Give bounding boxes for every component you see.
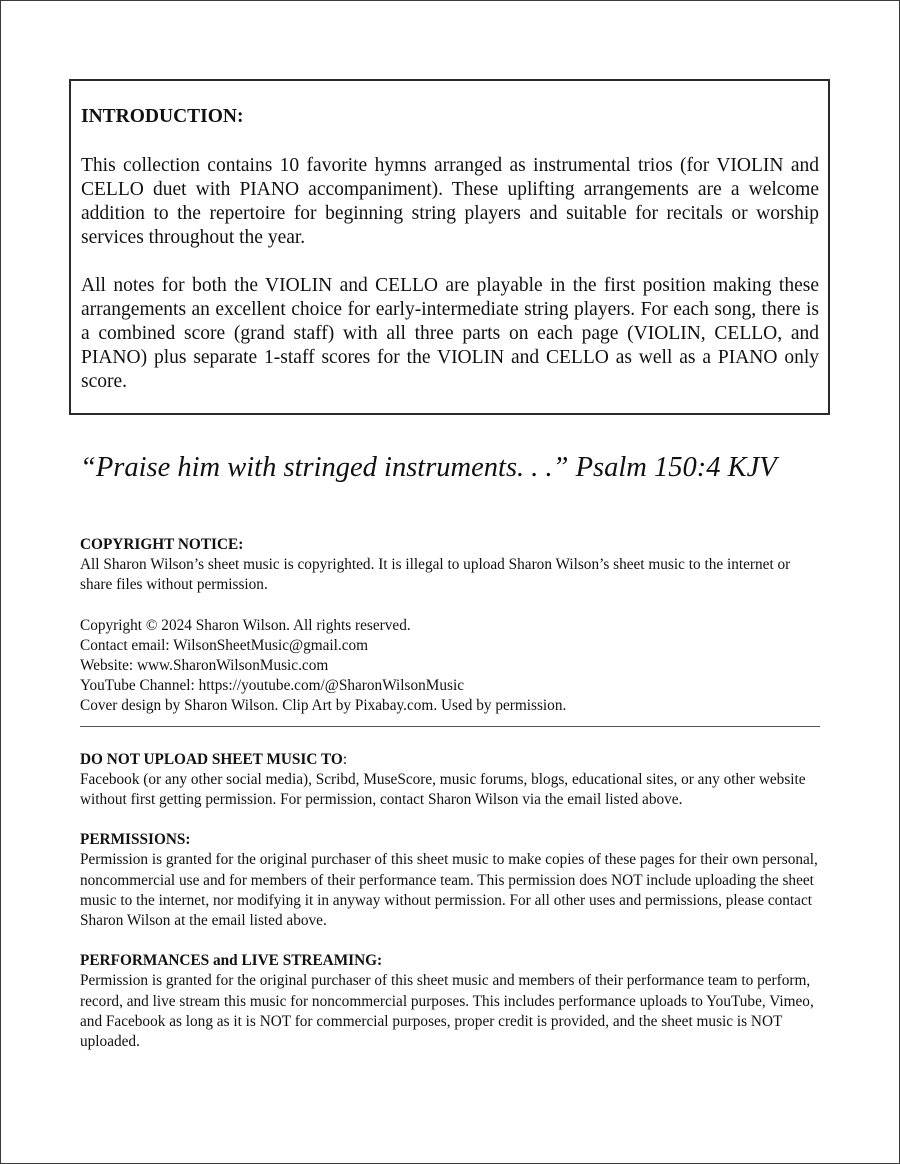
notices-section — [80, 535, 822, 1072]
contact-email: Contact email: WilsonSheetMusic@gmail.com — [80, 636, 369, 654]
copyright-notice-heading: COPYRIGHT NOTICE: — [80, 536, 244, 553]
website-line: Website: www.SharonWilsonMusic.com — [80, 657, 329, 675]
introduction-paragraph-2: All notes for both the VIOLIN and CELLO are playable in the first position making these arrangements an excellent choice for early-intermediate string players. For each song, there is a combined score (grand staff) with all three parts on each page (VIOLIN, CELLO, and PIANO) plus separate 1-staff scores for the VIOLIN and CELLO as well as a PIANO only score. — [81, 275, 819, 392]
copyright-notice — [80, 535, 822, 596]
youtube-line: YouTube Channel: https://youtube.com/@SharonWilsonMusic — [80, 677, 465, 695]
permissions-text: Permission is granted for the original purchaser of this sheet music to make copies of these pages for their own personal, noncommercial use and for members of their performance team. This permission does NOT include uploading the sheet music to the internet, nor modifying it in anyway without permission. For all other uses and permissions, please contact Sharon Wilson at the email listed above. — [80, 851, 818, 930]
permissions-heading: PERMISSIONS: — [80, 831, 191, 849]
do-not-upload-colon: : — [342, 750, 348, 768]
copyright-notice-text: All Sharon Wilson’s sheet music is copyrighted. It is illegal to upload Sharon Wilson’s sheet music to the internet or share files without permission. — [80, 556, 791, 594]
cover-credit-line: Cover design by Sharon Wilson. Clip Art by Pixabay.com. Used by permission. — [80, 697, 567, 715]
do-not-upload-heading-text: DO NOT UPLOAD SHEET MUSIC TO — [80, 750, 343, 768]
do-not-upload-text: Facebook (or any other social media), Scribd, MuseScore, music forums, blogs, educational sites, or any other website without first getting permission. For permission, contact Sharon Wilson via the email listed above. — [80, 770, 806, 809]
do-not-upload-section — [80, 750, 822, 811]
performances-section — [80, 951, 822, 1052]
introduction-paragraph-1: This collection contains 10 favorite hymns arranged as instrumental trios (for VIOLIN and CELLO duet with PIANO accompaniment). These uplifting arrangements are a welcome addition to the repertoire for beginning string players and suitable for recitals or worship services throughout the year. — [81, 155, 819, 248]
permissions-section — [80, 830, 822, 931]
divider-rule — [80, 726, 820, 727]
do-not-upload-heading — [80, 750, 822, 770]
performances-heading: PERFORMANCES and LIVE STREAMING: — [80, 952, 383, 970]
introduction-box — [69, 79, 830, 415]
contact-info — [80, 616, 822, 717]
scripture-quote: “Praise him with stringed instruments. . .” Psalm 150:4 KJV — [80, 452, 777, 483]
performances-text: Permission is granted for the original purchaser of this sheet music and members of their performance team to perform, record, and live stream this music for noncommercial purposes. This includes performance uploads to YouTube, Vimeo, and Facebook as long as it is NOT for commercial purposes, proper credit is provided, and the sheet music is NOT uploaded. — [80, 972, 814, 1051]
introduction-heading: INTRODUCTION: — [81, 106, 244, 127]
copyright-line: Copyright © 2024 Sharon Wilson. All rights reserved. — [80, 616, 411, 634]
